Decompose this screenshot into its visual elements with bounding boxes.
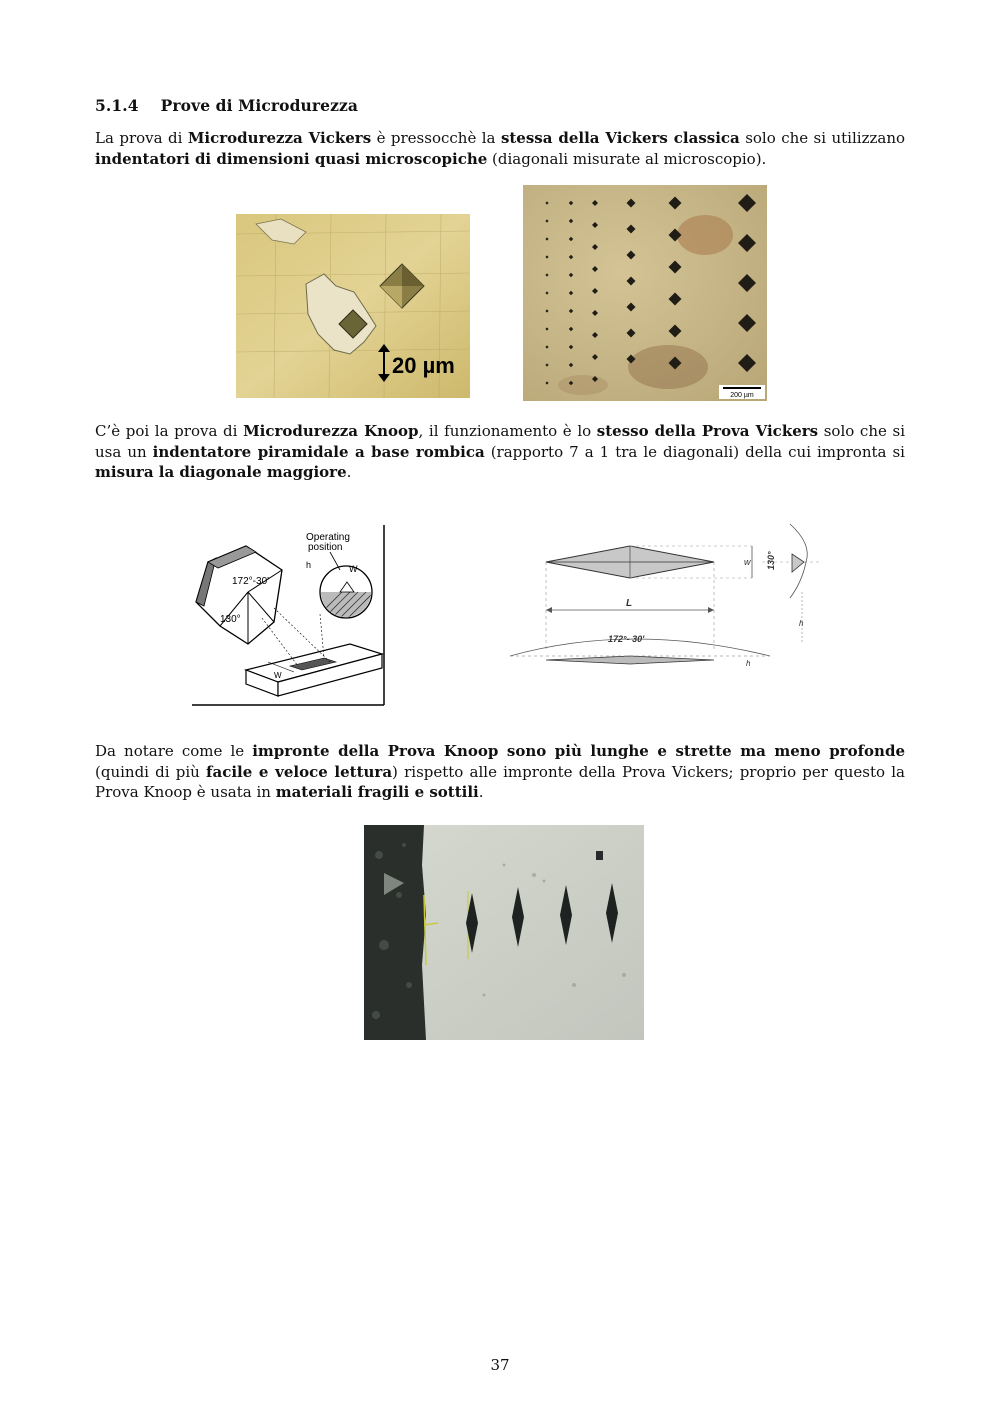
bold-text-run: materiali fragili e sottili: [275, 783, 479, 801]
bold-text-run: Microdurezza Vickers: [187, 129, 372, 147]
indenter-angle2-label: 130°: [220, 614, 241, 625]
operating-label-2: position: [308, 542, 343, 553]
bold-text-run: stesso della Prova Vickers: [596, 422, 819, 440]
page-number: 37: [490, 1356, 510, 1374]
text-run: (quindi di più: [95, 762, 207, 781]
text-run: C’è poi la prova di: [95, 422, 244, 440]
operating-label-1: Operating: [306, 532, 350, 543]
text-run: .: [346, 463, 352, 481]
text-run: Da notare come le: [95, 742, 253, 760]
arc-angle-label: 172°- 30': [608, 634, 645, 644]
section-title: Prove di Microdurezza: [160, 96, 359, 115]
vickers-micrograph-figure: [236, 214, 470, 398]
bold-text-run: stessa della Vickers classica: [500, 129, 740, 147]
bold-text-run: Microdurezza Knoop: [243, 422, 419, 440]
paragraph-3: [95, 741, 905, 803]
bold-text-run: indentatore piramidale a base rombica: [152, 442, 485, 461]
section-number: 5.1.4: [95, 96, 139, 115]
text-run: , il funzionamento è lo: [418, 422, 597, 440]
width-label: w: [744, 557, 751, 567]
bold-text-run: indentatori di dimensioni quasi microscopiche: [95, 149, 488, 168]
zoom-w-label: W: [349, 564, 358, 574]
text-run: è pressocchè la: [371, 129, 501, 147]
text-run: solo che si utilizzano: [739, 129, 906, 147]
bold-text-run: facile e veloce lettura: [206, 762, 393, 781]
indenter-angle-label: 172°-30': [232, 576, 270, 587]
depth-label: h: [306, 560, 312, 570]
text-run: (diagonali misurate al microscopio).: [487, 149, 767, 168]
knoop-geometry-diagram: [502, 522, 822, 672]
section-heading: [95, 96, 358, 115]
bottom-depth-label: h: [746, 659, 751, 668]
knoop-micrograph-figure: [364, 825, 644, 1040]
paragraph-1: [95, 128, 905, 169]
side-depth-label: h: [799, 619, 804, 628]
bold-text-run: misura la diagonale maggiore: [95, 463, 347, 481]
vickers-scale-label: 20 µm: [392, 353, 455, 378]
text-run: (rapporto 7 a 1 tra le diagonali) della cui impronta si: [484, 442, 905, 461]
length-label: L: [626, 598, 633, 609]
indentation-array-figure: [523, 185, 767, 401]
text-run: La prova di: [95, 129, 188, 147]
text-run: solo che si usa un: [95, 422, 905, 461]
text-run: .: [478, 783, 484, 801]
knoop-indenter-drawing: [190, 522, 386, 707]
array-scale-label: 200 µm: [730, 392, 754, 399]
bold-text-run: impronte della Prova Knoop sono più lunghe e strette ma meno profonde: [252, 742, 905, 760]
specimen-w-label: W: [274, 671, 282, 680]
side-angle-label: 130°: [766, 551, 776, 570]
paragraph-2: [95, 421, 905, 483]
text-run: ) rispetto alle impronte della Prova Vickers; proprio per questo la Prova Knoop è usata in: [95, 762, 905, 801]
